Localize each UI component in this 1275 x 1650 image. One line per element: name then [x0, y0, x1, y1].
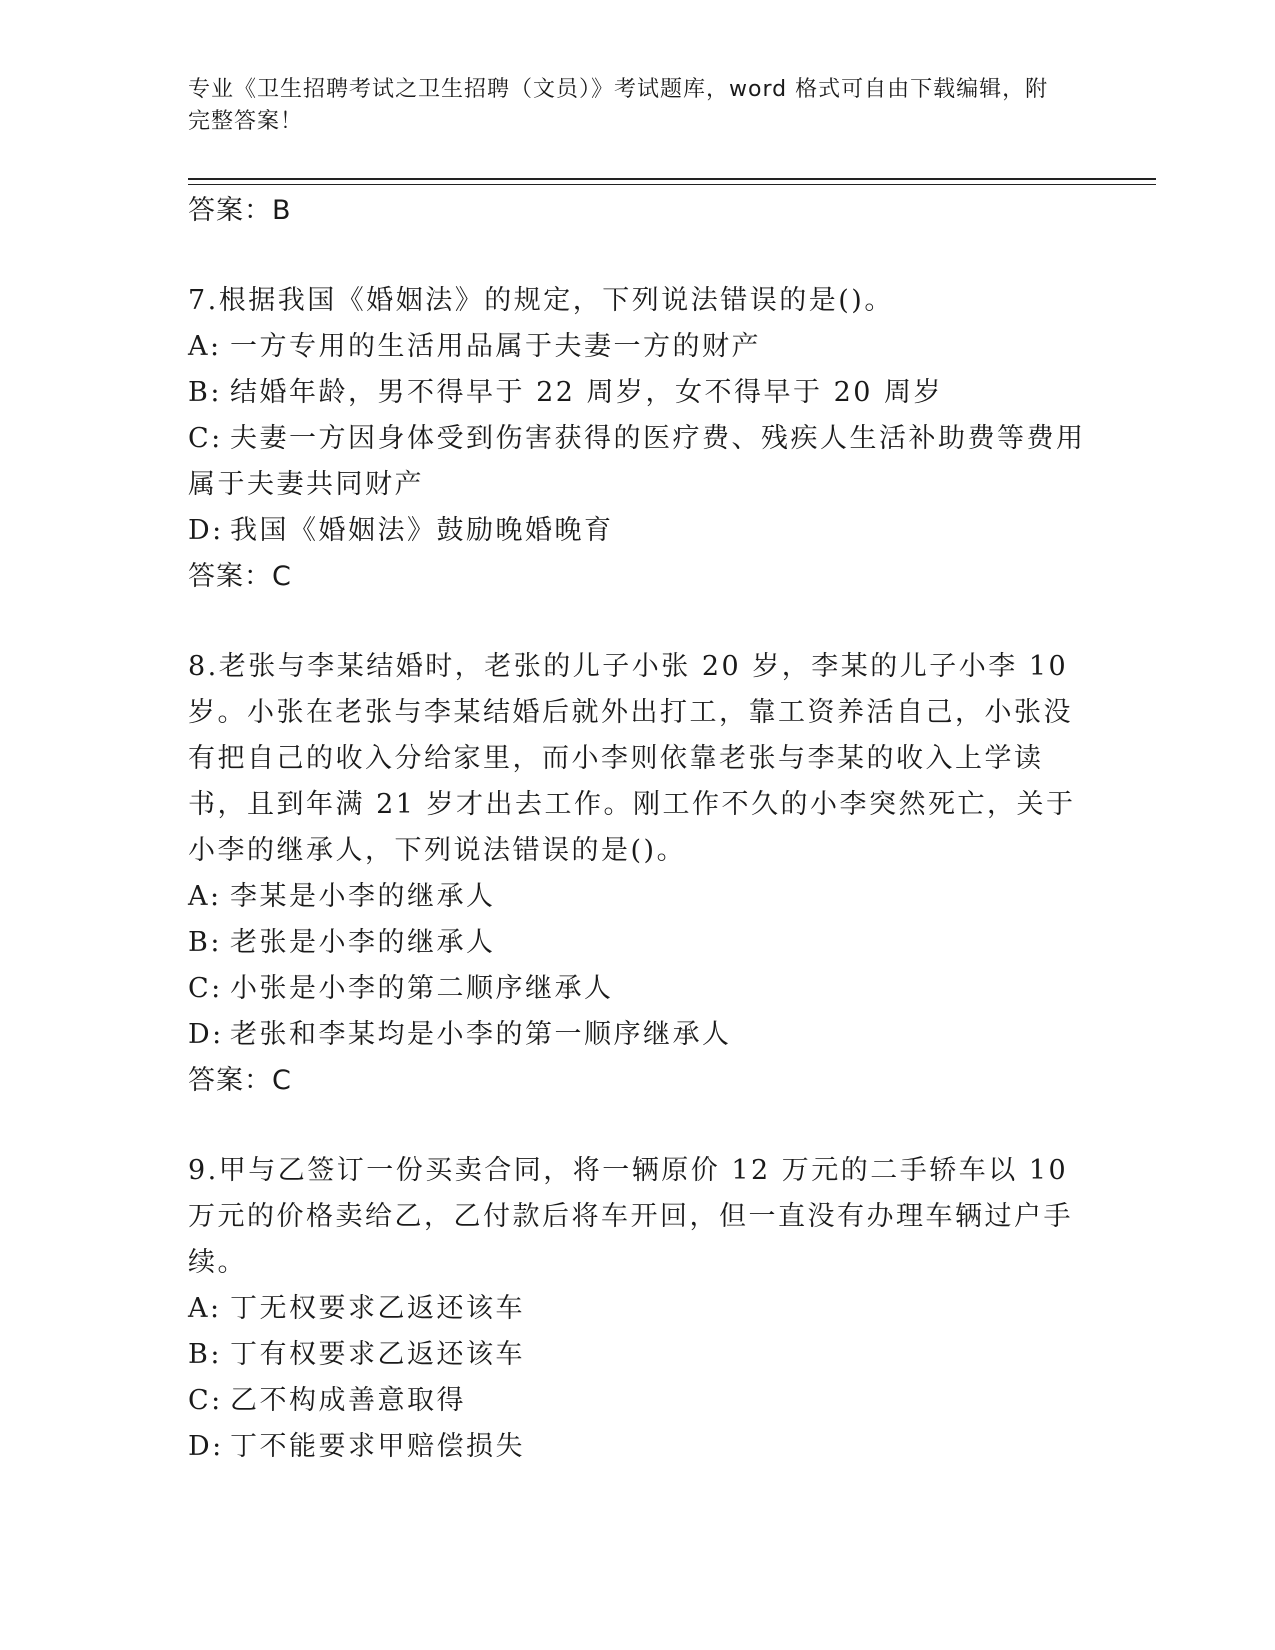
option-letter: A:: [188, 331, 222, 362]
option-letter: A:: [188, 881, 222, 912]
option-letter: D:: [188, 515, 224, 546]
option-text: 老张是小李的继承人: [230, 927, 496, 958]
option-text: 一方专用的生活用品属于夫妻一方的财产: [230, 331, 761, 362]
option-text: 我国《婚姻法》鼓励晚婚晚育: [230, 515, 614, 546]
header-divider-thick: [188, 178, 1156, 180]
question-text: 9.甲与乙签订一份买卖合同，将一辆原价 12 万元的二手轿车以 10 万元的价格卖给乙，乙付款后将车开回，但一直没有办理车辆过户手续。: [188, 1155, 1073, 1278]
header-divider-thin: [188, 184, 1156, 185]
option-text: 丁有权要求乙返还该车: [230, 1339, 525, 1370]
option-b: [188, 370, 1088, 416]
option-letter: A:: [188, 1293, 222, 1324]
option-text: 乙不构成善意取得: [230, 1385, 466, 1416]
option-text: 小张是小李的第二顺序继承人: [230, 973, 614, 1004]
option-letter: C:: [188, 1385, 223, 1416]
option-text: 结婚年龄，男不得早于 22 周岁，女不得早于 20 周岁: [230, 377, 944, 408]
question-text: 8.老张与李某结婚时，老张的儿子小张 20 岁，李某的儿子小李 10 岁。小张在老张与李某结婚后就外出打工，靠工资养活自己，小张没有把自己的收入分给家里，而小李则依靠老张与李某的收入上学读书，且到年满 21 岁才出去工作。刚工作不久的小李突然死亡，关于小李的继承人，下列说法错误的是()。: [188, 651, 1076, 866]
question-7: [188, 278, 1088, 600]
option-letter: C:: [188, 423, 223, 454]
option-text: 夫妻一方因身体受到伤害获得的医疗费、残疾人生活补助费等费用属于夫妻共同财产: [188, 423, 1086, 500]
option-letter: C:: [188, 973, 223, 1004]
document-header: 专业《卫生招聘考试之卫生招聘（文员）》考试题库，word 格式可自由下载编辑，附完整答案！: [188, 77, 1049, 134]
option-b: [188, 920, 1088, 966]
question-8: [188, 644, 1088, 1104]
option-text: 老张和李某均是小李的第一顺序继承人: [230, 1019, 732, 1050]
option-text: 丁无权要求乙返还该车: [230, 1293, 525, 1324]
question-text: 7.根据我国《婚姻法》的规定，下列说法错误的是()。: [188, 285, 894, 316]
option-d: [188, 1012, 1088, 1058]
option-a: [188, 1286, 1088, 1332]
option-text: 李某是小李的继承人: [230, 881, 496, 912]
option-b: [188, 1332, 1088, 1378]
option-letter: B:: [188, 927, 222, 958]
option-letter: D:: [188, 1431, 224, 1462]
option-letter: D:: [188, 1019, 224, 1050]
question-9: [188, 1148, 1088, 1470]
option-a: [188, 324, 1088, 370]
answer: 答案：C: [188, 561, 292, 592]
previous-answer: 答案：B: [188, 195, 292, 226]
option-letter: B:: [188, 377, 222, 408]
option-c: [188, 966, 1088, 1012]
answer: 答案：C: [188, 1065, 292, 1096]
option-a: [188, 874, 1088, 920]
option-text: 丁不能要求甲赔偿损失: [230, 1431, 525, 1462]
option-c: [188, 1378, 1088, 1424]
option-d: [188, 508, 1088, 554]
option-d: [188, 1424, 1088, 1470]
option-c: [188, 416, 1088, 508]
document-body: [188, 188, 1088, 1470]
option-letter: B:: [188, 1339, 222, 1370]
